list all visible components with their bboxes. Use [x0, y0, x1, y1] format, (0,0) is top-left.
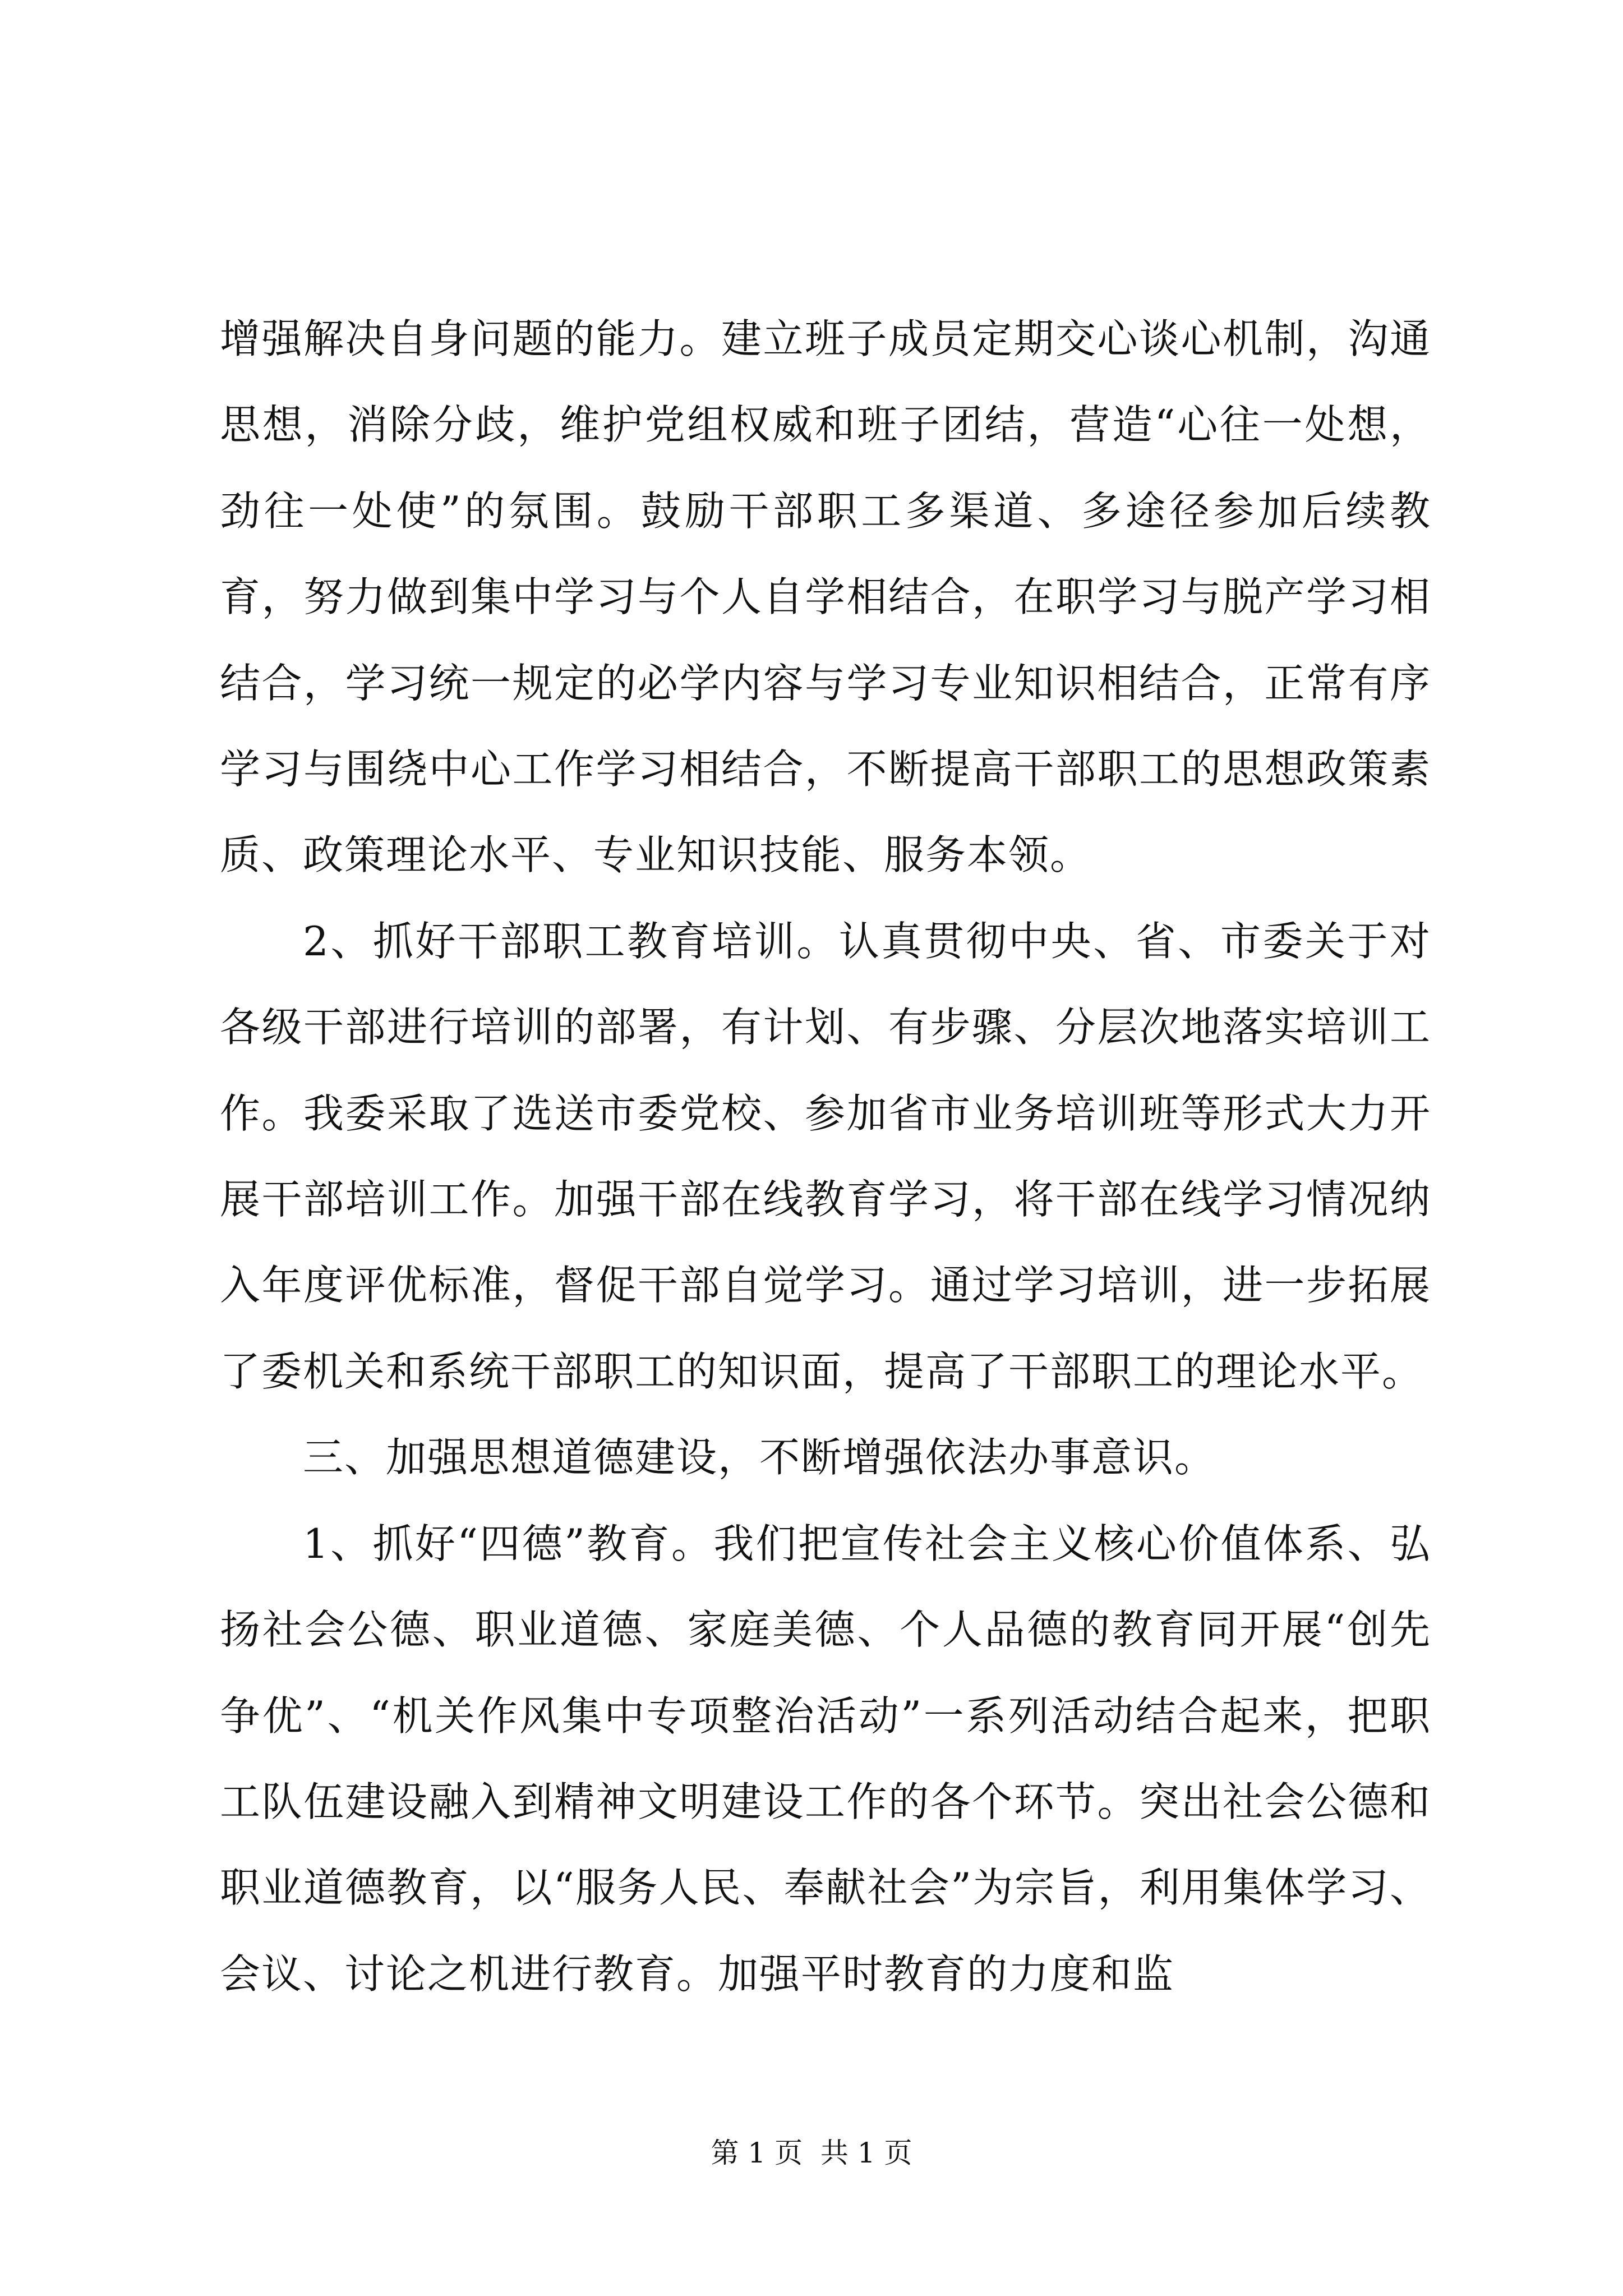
page-footer [0, 2136, 1623, 2170]
paragraph-4: 1、抓好“四德”教育。我们把宣传社会主义核心价值体系、弘扬社会公德、职业道德、家庭美德、个人品德的教育同开展“创先争优”、“机关作风集中专项整治活动”一系列活动结合起来，把职工队伍建设融入到精神文明建设工作的各个环节。突出社会公德和职业道德教育，以“服务人民、奉献社会”为宗旨，利用集体学习、会议、讨论之机进行教育。加强平时教育的力度和监 [220, 1520, 1431, 1998]
page-number-label: 第 1 页 共 1 页 [711, 2137, 912, 2169]
section-heading-3: 三、加强思想道德建设，不断增强依法办事意识。 [303, 1434, 1216, 1481]
paragraph-1: 增强解决自身问题的能力。建立班子成员定期交心谈心机制，沟通思想，消除分歧，维护党组权威和班子团结，营造“心往一处想，劲往一处使”的氛围。鼓励干部职工多渠道、多途径参加后续教育，努力做到集中学习与个人自学相结合，在职学习与脱产学习相结合，学习统一规定的必学内容与学习专业知识相结合，正常有序学习与围绕中心工作学习相结合，不断提高干部职工的思想政策素质、政策理论水平、专业知识技能、服务本领。 [220, 315, 1431, 879]
body-text [220, 296, 1431, 2017]
paragraph-2: 2、抓好干部职工教育培训。认真贯彻中央、省、市委关于对各级干部进行培训的部署，有计划、有步骤、分层次地落实培训工作。我委采取了选送市委党校、参加省市业务培训班等形式大力开展干部培训工作。加强干部在线教育学习，将干部在线学习情况纳入年度评优标准，督促干部自觉学习。通过学习培训，进一步拓展了委机关和系统干部职工的知识面，提高了干部职工的理论水平。 [220, 917, 1431, 1395]
